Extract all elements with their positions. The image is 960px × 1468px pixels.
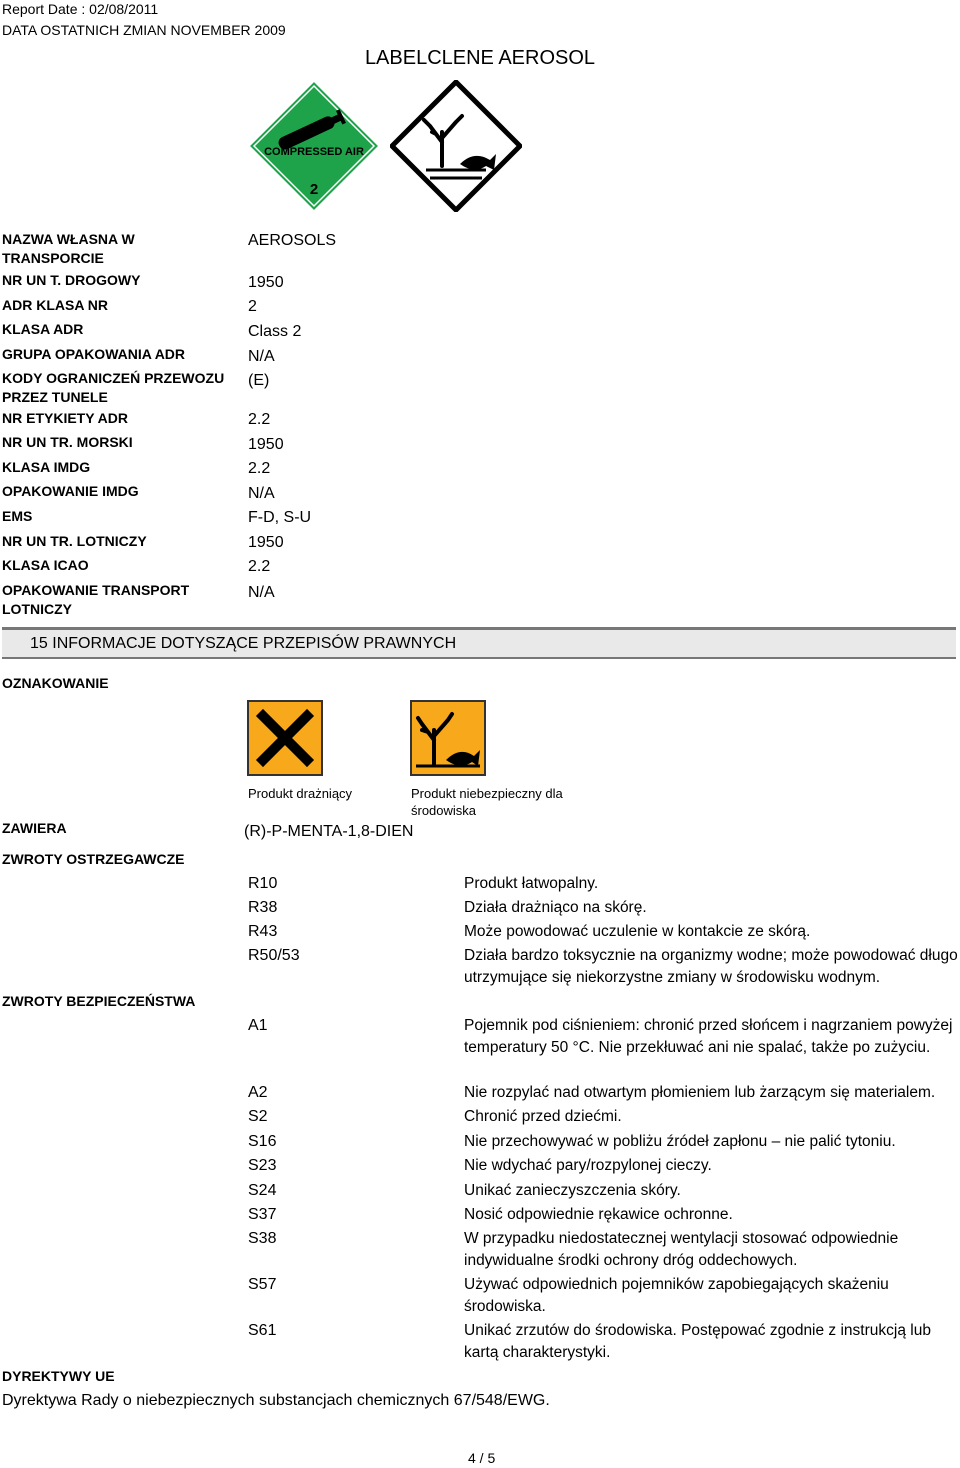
transport-value: AEROSOLS <box>248 232 337 249</box>
transport-label: NR ETYKIETY ADR <box>2 410 129 426</box>
contains-label: ZAWIERA <box>2 820 67 836</box>
transport-label: NR UN T. DROGOWY <box>2 272 141 288</box>
phrase-text: Nosić odpowiednie rękawice ochronne. <box>464 1206 733 1223</box>
product-title: LABELCLENE AEROSOL <box>364 47 596 69</box>
phrase-code: R38 <box>248 899 278 916</box>
contains-value: (R)-P-MENTA-1,8-DIEN <box>244 823 414 840</box>
section-15-title: 15 INFORMACJE DOTYSZĄCE PRZEPISÓW PRAWNYCH <box>30 635 457 652</box>
transport-label: KLASA ADR <box>2 321 84 337</box>
transport-label: KODY OGRANICZEŃ PRZEWOZU PRZEZ TUNELE <box>2 370 225 405</box>
risk-phrases-label: ZWROTY OSTRZEGAWCZE <box>2 851 185 867</box>
environment-hazard-diamond-icon <box>390 80 522 212</box>
transport-label: KLASA IMDG <box>2 459 91 475</box>
phrase-text: Chronić przed dziećmi. <box>464 1108 622 1125</box>
phrase-text: Nie przechowywać w pobliżu źródeł zapłonu – nie palić tytoniu. <box>464 1133 896 1150</box>
phrase-code: S2 <box>248 1108 268 1125</box>
diamond-class-number: 2 <box>309 181 319 198</box>
phrase-code: S37 <box>248 1206 277 1223</box>
phrase-text: Działa bardzo toksycznie na organizmy wodne; może powodować długo utrzymujące się niekorzystne zmiany w środowisku wodnym. <box>464 947 958 986</box>
phrase-text: Pojemnik pod ciśnieniem: chronić przed słońcem i nagrzaniem powyżej temperatury 50 °C. Nie przekłuwać ani nie spalać, także po zużyciu. <box>464 1017 953 1056</box>
transport-value: 2 <box>248 298 257 315</box>
irritant-x-icon <box>247 700 323 776</box>
phrase-code: S23 <box>248 1157 277 1174</box>
transport-label: OPAKOWANIE TRANSPORT LOTNICZY <box>2 582 190 617</box>
phrase-text: Używać odpowiednich pojemników zapobiegających skażeniu środowiska. <box>464 1276 889 1315</box>
phrase-code: S24 <box>248 1182 277 1199</box>
section-15-header <box>2 627 956 659</box>
transport-value: N/A <box>248 348 275 365</box>
report-date: Report Date : 02/08/2011 <box>2 1 159 17</box>
transport-label: KLASA ICAO <box>2 557 89 573</box>
transport-label: NR UN TR. MORSKI <box>2 434 133 450</box>
transport-value: N/A <box>248 584 275 601</box>
phrase-code: S16 <box>248 1133 277 1150</box>
phrase-text: Produkt łatwopalny. <box>464 875 599 892</box>
phrase-text: Nie rozpylać nad otwartym płomieniem lub żarzącym się materialem. <box>464 1084 936 1101</box>
phrase-code: S38 <box>248 1230 277 1247</box>
transport-value: (E) <box>248 372 270 389</box>
transport-value: 1950 <box>248 436 284 453</box>
phrase-text: Unikać zrzutów do środowiska. Postępować zgodnie z instrukcją lub kartą charakterystyki. <box>464 1322 931 1361</box>
phrase-code: A2 <box>248 1084 268 1101</box>
transport-value: N/A <box>248 485 275 502</box>
symbol-caption: Produkt niebezpieczny dla środowiska <box>411 786 563 818</box>
phrase-code: R10 <box>248 875 278 892</box>
phrase-text: Unikać zanieczyszczenia skóry. <box>464 1182 681 1199</box>
transport-label: GRUPA OPAKOWANIA ADR <box>2 346 186 362</box>
transport-label: EMS <box>2 508 33 524</box>
phrase-code: S61 <box>248 1322 277 1339</box>
dead-tree-fish-icon <box>410 700 486 776</box>
symbol-caption: Produkt drażniący <box>248 786 353 801</box>
phrase-code: S57 <box>248 1276 277 1293</box>
compressed-air-diamond-icon <box>246 78 382 214</box>
transport-label: OPAKOWANIE IMDG <box>2 483 139 499</box>
phrase-code: R43 <box>248 923 278 940</box>
transport-value: 2.2 <box>248 411 271 428</box>
transport-label: NAZWA WŁASNA W TRANSPORCIE <box>2 231 135 266</box>
phrase-text: Może powodować uczulenie w kontakcie ze skórą. <box>464 923 811 940</box>
transport-label: NR UN TR. LOTNICZY <box>2 533 147 549</box>
transport-value: F-D, S-U <box>248 509 312 526</box>
transport-label: ADR KLASA NR <box>2 297 109 313</box>
phrase-code: R50/53 <box>248 947 300 964</box>
revision-date: DATA OSTATNICH ZMIAN NOVEMBER 2009 <box>2 22 286 38</box>
transport-value: 1950 <box>248 274 284 291</box>
phrase-code: A1 <box>248 1017 268 1034</box>
phrase-text: W przypadku niedostatecznej wentylacji stosować odpowiednie indywidualne środki ochrony dróg oddechowych. <box>464 1230 899 1269</box>
eu-directives-label: DYREKTYWY UE <box>2 1368 115 1384</box>
page-number: 4 / 5 <box>468 1450 496 1466</box>
transport-value: 2.2 <box>248 558 271 575</box>
transport-value: Class 2 <box>248 323 302 340</box>
phrase-text: Nie wdychać pary/rozpylonej cieczy. <box>464 1157 712 1174</box>
eu-directive-text: Dyrektywa Rady o niebezpiecznych substancjach chemicznych 67/548/EWG. <box>2 1392 550 1409</box>
transport-value: 1950 <box>248 534 284 551</box>
transport-value: 2.2 <box>248 460 271 477</box>
labelling-label: OZNAKOWANIE <box>2 675 109 691</box>
phrase-text: Działa drażniąco na skórę. <box>464 899 647 916</box>
diamond-text-top: COMPRESSED AIR <box>264 146 364 158</box>
safety-phrases-label: ZWROTY BEZPIECZEŃSTWA <box>2 993 196 1009</box>
